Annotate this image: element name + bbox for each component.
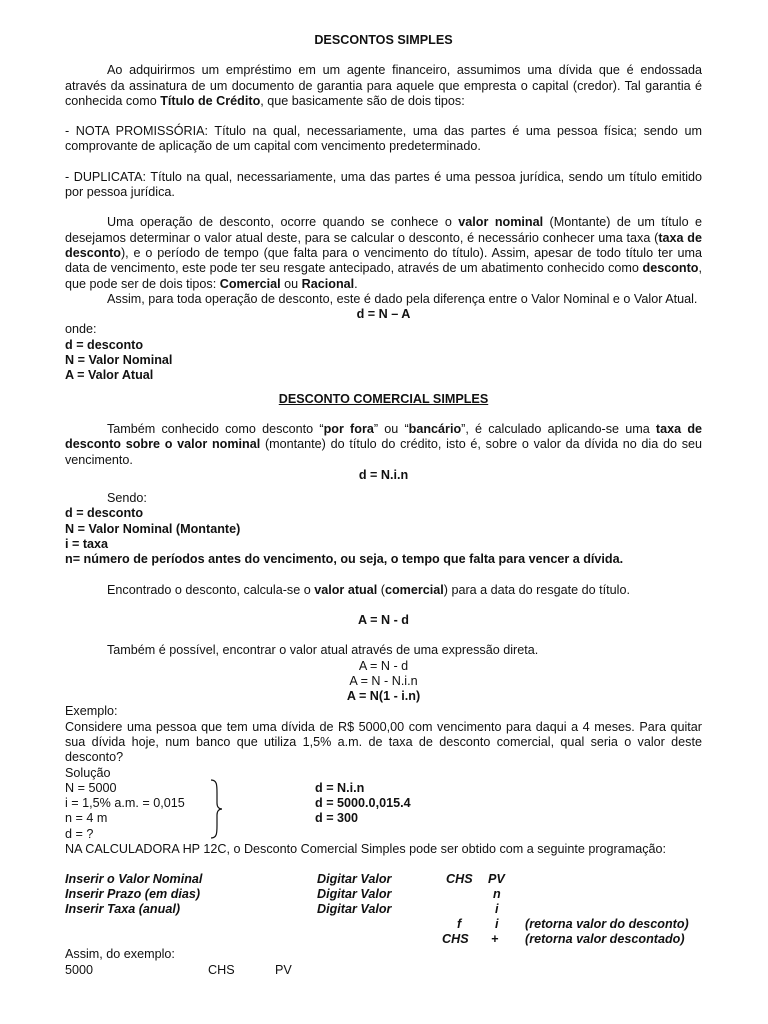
direct-formula: A = N - d xyxy=(358,658,409,673)
operacao-paragraph: Uma operação de desconto, ocorre quando se conhece o valor nominal (Montante) de um título e desejamos determinar o valor atual deste, para se calcular o desconto, é necessário conhecer uma taxa (taxa de desconto), e o período de tempo (que falta para o vencimento do título). Assim, apesar de todo título ter uma data de vencimento, este pode ter seu resgate antecipado, através de um abatimento conhecido como desconto, que pode ser de dois tipos: Comercial ou Racional. xyxy=(65,215,703,291)
formula-and: A = N - d xyxy=(358,612,409,627)
intro-paragraph: Ao adquirirmos um empréstimo em um agente financeiro, assumimos uma dívida que é endossada através da assinatura de um documento de garantia para aquele que empresta o capital (credor). Tal garantia é conhecida como Título de Crédito, que basicamente são de dois tipos: xyxy=(65,63,702,108)
exemplo-label: Exemplo: xyxy=(65,704,118,719)
final-example-row: 5000 CHS PV xyxy=(65,962,292,977)
solucao-row: d = ? xyxy=(65,826,94,841)
hp-table xyxy=(65,872,702,947)
definition-item: N = Valor Nominal xyxy=(65,353,173,368)
definition-item: d = desconto xyxy=(65,506,144,521)
direct-formula: A = N(1 - i.n) xyxy=(346,689,421,704)
definition-item: d = desconto xyxy=(65,337,144,352)
solucao-block xyxy=(65,781,702,842)
assim-paragraph: Assim, para toda operação de desconto, este é dado pela diferença entre o Valor Nominal e o Valor Atual. xyxy=(107,291,698,306)
tambem-paragraph: Também é possível, encontrar o valor atual através de uma expressão direta. xyxy=(107,643,539,658)
document-page xyxy=(65,33,702,978)
definition-item: i = taxa xyxy=(65,537,109,552)
formula-desconto: d = N – A xyxy=(356,307,411,322)
solucao-label: Solução xyxy=(65,765,111,780)
hp-row: Inserir Taxa (anual) Digitar Valor i xyxy=(65,902,499,917)
page-title: DESCONTOS SIMPLES xyxy=(314,33,453,47)
encontrado-paragraph: Encontrado o desconto, calcula-se o valor atual (comercial) para a data do resgate do título. xyxy=(107,582,630,597)
section-subtitle: DESCONTO COMERCIAL SIMPLES xyxy=(278,391,489,406)
hp-row: CHS + (retorna valor descontado) xyxy=(442,932,685,947)
solucao-row: N = 5000 d = N.i.n xyxy=(65,780,365,795)
onde-label: onde: xyxy=(65,322,97,337)
solucao-row: i = 1,5% a.m. = 0,015 d = 5000.0,015.4 xyxy=(65,796,411,811)
solucao-row: n = 4 m d = 300 xyxy=(65,811,359,826)
hp-row: f i (retorna valor do desconto) xyxy=(457,917,689,932)
direct-formula: A = N - N.i.n xyxy=(349,673,418,688)
duplicata-paragraph: - DUPLICATA: Título na qual, necessariamente, uma das partes é uma pessoa jurídica, sendo um título emitido por pessoa jurídica. xyxy=(65,169,702,200)
sendo-label: Sendo: xyxy=(107,491,147,506)
formula-dni: d = N.i.n xyxy=(358,467,409,482)
hp-row: Inserir Prazo (em dias) Digitar Valor n xyxy=(65,887,501,902)
exemplo-paragraph: Considere uma pessoa que tem uma dívida de R$ 5000,00 com vencimento para daqui a 4 meses. Para quitar sua dívida hoje, num banco que utiliza 1,5% a.m. de taxa de desconto comercial, qual seria o valor deste desconto? xyxy=(65,719,702,765)
desconto-comercial-paragraph: Também conhecido como desconto “por fora” ou “bancário”, é calculado aplicando-se uma taxa de desconto sobre o valor nominal (montante) do título do crédito, isto é, sobre o valor da dívida no dia do seu vencimento. xyxy=(65,421,703,467)
assim-exemplo-label: Assim, do exemplo: xyxy=(65,947,175,962)
hp-row: Inserir o Valor Nominal Digitar Valor CHS PV xyxy=(65,872,505,887)
definition-item: n= número de períodos antes do vencimento, ou seja, o tempo que falta para vencer a dívida. xyxy=(65,552,624,567)
definition-item: N = Valor Nominal (Montante) xyxy=(65,521,241,536)
nota-promissoria-paragraph: - NOTA PROMISSÓRIA: Título na qual, necessariamente, uma das partes é uma pessoa física; sendo um comprovante de aplicação de um capital com vencimento predeterminado. xyxy=(65,124,702,154)
hp-intro: NA CALCULADORA HP 12C, o Desconto Comercial Simples pode ser obtido com a seguinte programação: xyxy=(65,842,667,857)
definition-item: A = Valor Atual xyxy=(65,368,154,383)
